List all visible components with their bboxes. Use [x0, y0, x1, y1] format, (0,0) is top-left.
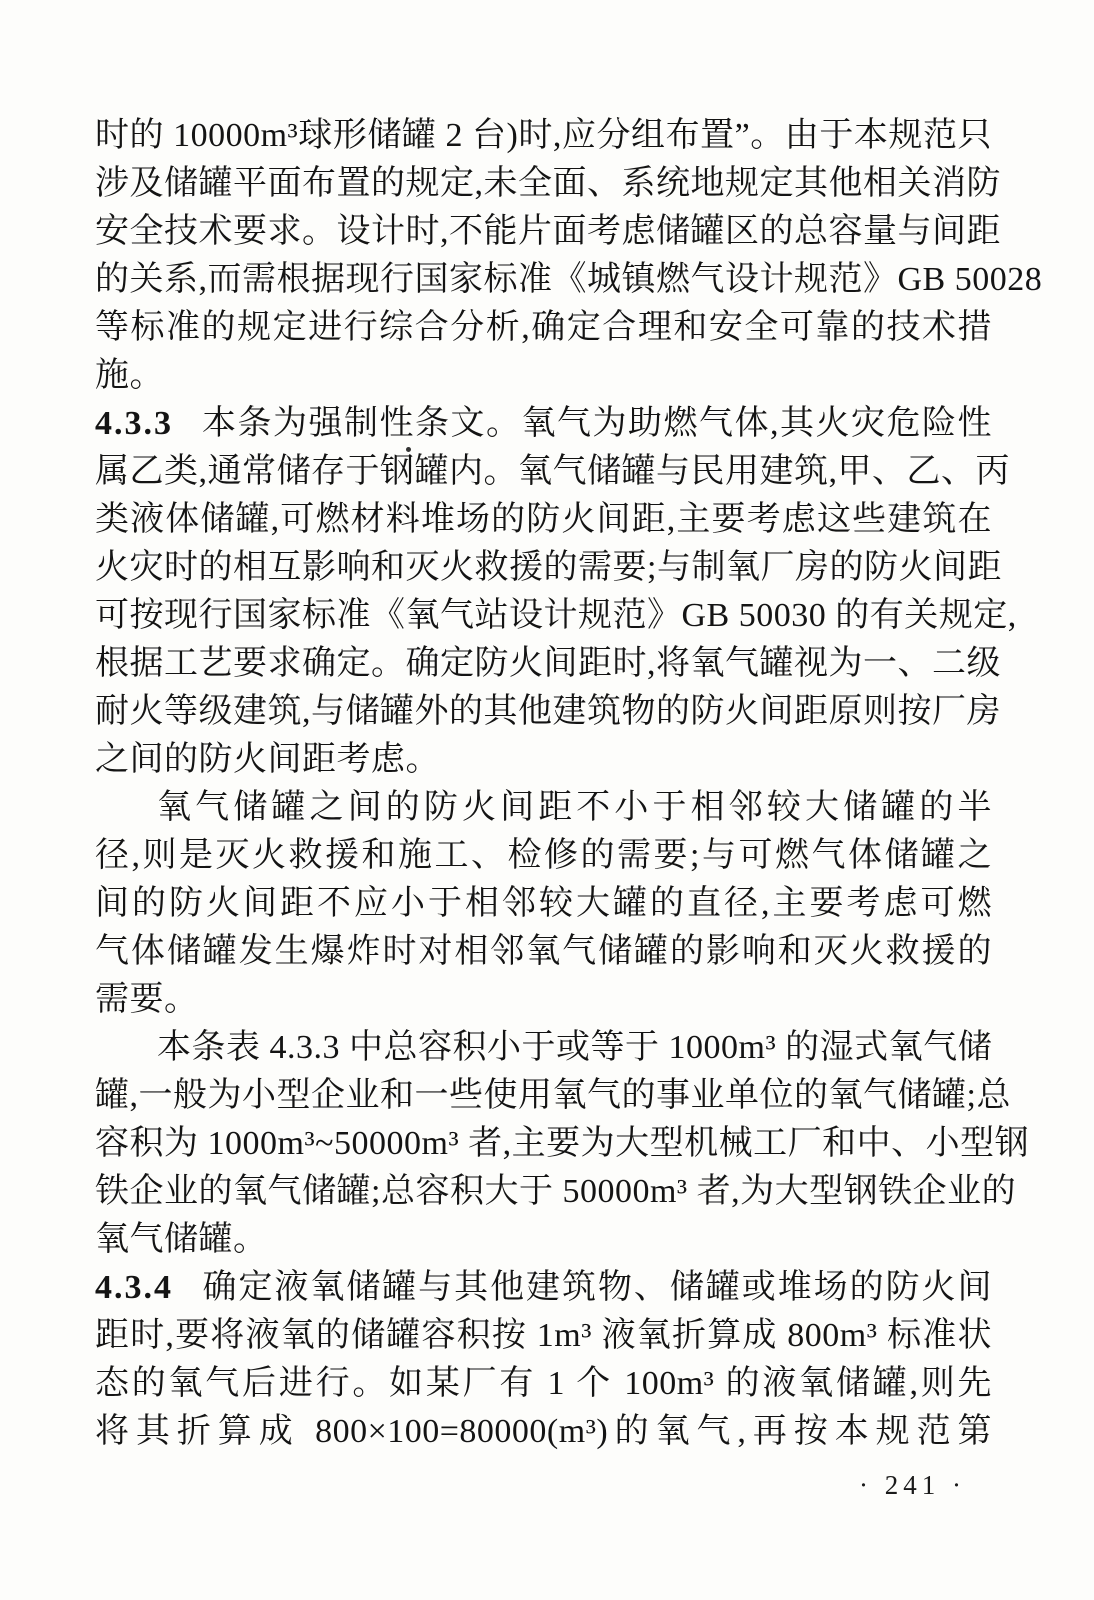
text-line: 容积为 1000m³~50000m³ 者,主要为大型机械工厂和中、小型钢: [95, 1125, 1030, 1162]
text-line: 罐,一般为小型企业和一些使用氧气的事业单位的氧气储罐;总: [95, 1077, 1011, 1114]
section-heading-line-4-3-3: [95, 400, 992, 448]
stray-dot-artifact: [406, 447, 411, 452]
text-line: 态的氧气后进行。如某厂有 1 个 100m³ 的液氧储罐,则先: [95, 1365, 992, 1402]
text-line: 类液体储罐,可燃材料堆场的防火间距,主要考虑这些建筑在: [95, 501, 992, 538]
text-line: 间的防火间距不应小于相邻较大罐的直径,主要考虑可燃: [95, 885, 992, 922]
text-line: 氧气储罐。: [95, 1221, 268, 1258]
page-number: · 241 ·: [859, 1470, 966, 1500]
text-line: 之间的防火间距考虑。: [95, 741, 440, 778]
text-line: 耐火等级建筑,与储罐外的其他建筑物的防火间距原则按厂房: [95, 693, 1001, 730]
text-line: 气体储罐发生爆炸时对相邻氧气储罐的影响和灭火救援的: [95, 933, 992, 970]
text-line: 径,则是灭火救援和施工、检修的需要;与可燃气体储罐之: [95, 837, 992, 874]
text-line: 距时,要将液氧的储罐容积按 1m³ 液氧折算成 800m³ 标准状: [95, 1317, 992, 1354]
text-line: 涉及储罐平面布置的规定,未全面、系统地规定其他相关消防: [95, 165, 1001, 202]
text-line: 的关系,而需根据现行国家标准《城镇燃气设计规范》GB 50028: [95, 261, 1043, 298]
text-line: 将其折算成 800×100=80000(m³)的氧气,再按本规范第: [95, 1413, 992, 1450]
section-number: 4.3.4: [95, 1269, 173, 1306]
text-line: 属乙类,通常储存于钢罐内。氧气储罐与民用建筑,甲、乙、丙: [95, 453, 1010, 490]
paragraph-start-line: 本条表 4.3.3 中总容积小于或等于 1000m³ 的湿式氧气储: [157, 1029, 993, 1066]
text-line: 安全技术要求。设计时,不能片面考虑储罐区的总容量与间距: [95, 213, 1001, 250]
text-line: 根据工艺要求确定。确定防火间距时,将氧气罐视为一、二级: [95, 645, 1001, 682]
section-number: 4.3.3: [95, 405, 173, 442]
paragraph-start-line: 氧气储罐之间的防火间距不小于相邻较大储罐的半: [157, 789, 992, 826]
text-block: [95, 112, 1043, 1456]
text-line: 铁企业的氧气储罐;总容积大于 50000m³ 者,为大型钢铁企业的: [95, 1173, 1017, 1210]
text-line: 等标准的规定进行综合分析,确定合理和安全可靠的技术措: [95, 309, 992, 346]
text-line: 施。: [95, 357, 164, 394]
text-line: 火灾时的相互影响和灭火救援的需要;与制氧厂房的防火间距: [95, 549, 1002, 586]
section-heading-line-4-3-4: [95, 1264, 992, 1312]
section-text: 确定液氧储罐与其他建筑物、储罐或堆场的防火间: [201, 1269, 992, 1306]
section-text: 本条为强制性条文。氧气为助燃气体,其火灾危险性: [201, 405, 992, 442]
text-line: 时的 10000m³球形储罐 2 台)时,应分组布置”。由于本规范只: [95, 117, 992, 154]
text-line: 需要。: [95, 981, 199, 1018]
text-line: 可按现行国家标准《氧气站设计规范》GB 50030 的有关规定,: [95, 597, 1017, 634]
